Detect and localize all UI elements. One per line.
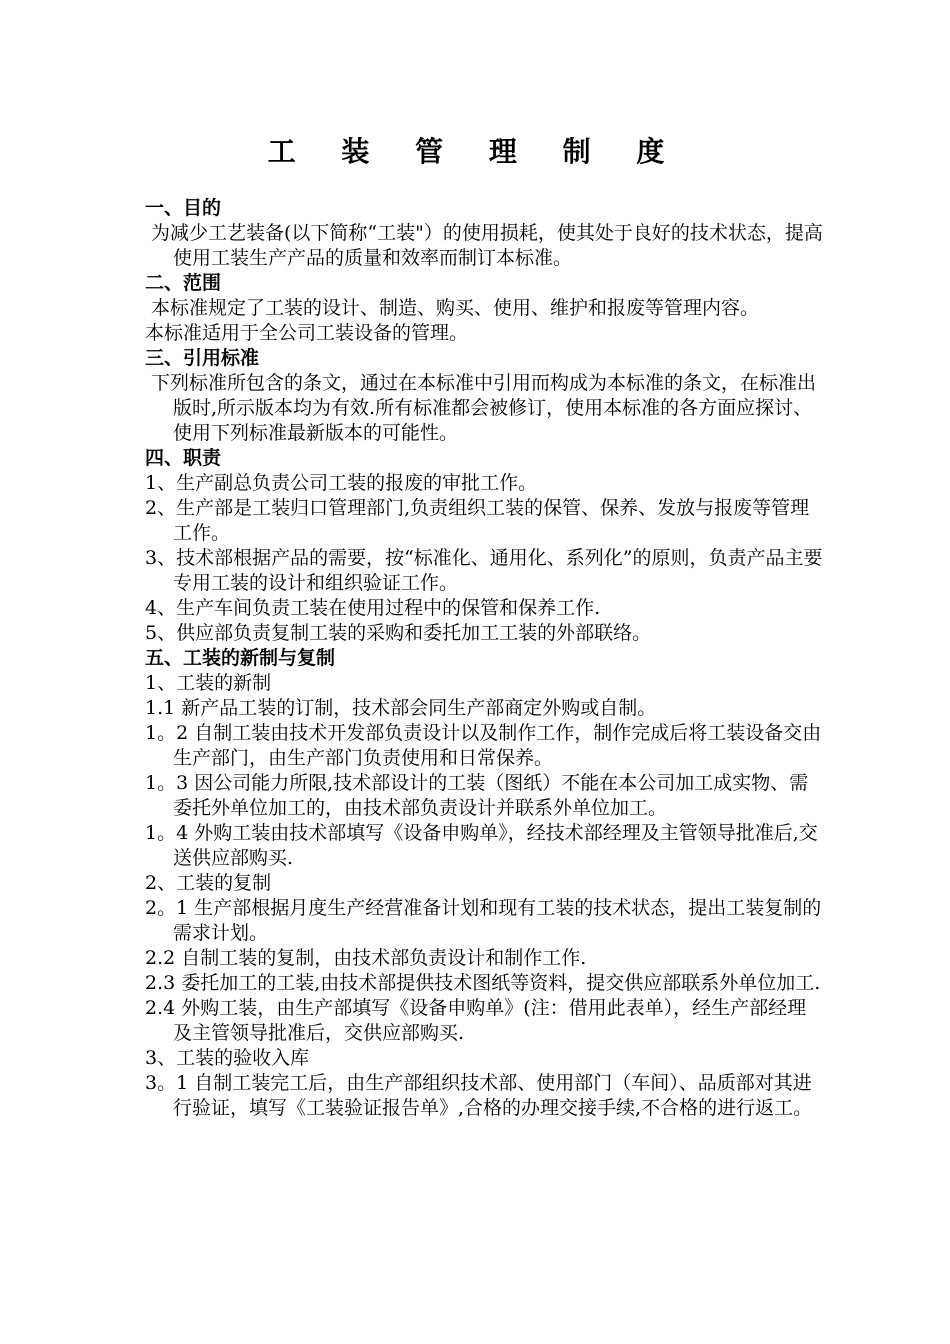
paragraph: 1。3 因公司能力所限,技术部设计的工装（图纸）不能在本公司加工成实物、需委托外单位加工的，由技术部负责设计并联系外单位加工。: [145, 772, 809, 819]
paragraph: 1。2 自制工装由技术开发部负责设计以及制作工作，制作完成后将工装设备交由生产部门，由生产部门负责使用和日常保养。: [145, 722, 822, 769]
paragraph: 1、生产副总负责公司工装的报废的审批工作。: [145, 472, 538, 494]
paragraph: 4、生产车间负责工装在使用过程中的保管和保养工作.: [145, 597, 601, 619]
paragraph: 2.4 外购工装，由生产部填写《设备申购单》(注：借用此表单），经生产部经理及主管领导批准后，交供应部购买.: [145, 997, 807, 1044]
paragraph: 本标准规定了工装的设计、制造、购买、使用、维护和报废等管理内容。: [151, 297, 760, 319]
paragraph: 3、技术部根据产品的需要，按“标准化、通用化、系列化”的原则，负责产品主要专用工装的设计和组织验证工作。: [145, 547, 823, 594]
paragraph: 本标准适用于全公司工装设备的管理。: [145, 322, 469, 344]
document-title: 工 装 管 理 制 度: [267, 135, 683, 168]
section-heading: 二、范围: [145, 272, 222, 294]
section-heading: 三、引用标准: [145, 347, 260, 369]
paragraph: 为减少工艺装备(以下简称“工装"）的使用损耗，使其处于良好的技术状态，提高使用工装生产产品的质量和效率而制订本标准。: [151, 222, 823, 269]
paragraph: 下列标准所包含的条文，通过在本标准中引用而构成为本标准的条文，在标准出版时,所示版本均为有效.所有标准都会被修订，使用本标准的各方面应探讨、使用下列标准最新版本的可能性。: [151, 372, 817, 444]
paragraph: 1。4 外购工装由技术部填写《设备申购单》，经技术部经理及主管领导批准后,交送供应部购买.: [145, 822, 818, 869]
section-heading: 五、工装的新制与复制: [145, 647, 336, 669]
document-body: [145, 196, 825, 1121]
paragraph: 2。1 生产部根据月度生产经营准备计划和现有工装的技术状态，提出工装复制的需求计划。: [145, 897, 822, 944]
paragraph: 2.3 委托加工的工装,由技术部提供技术图纸等资料，提交供应部联系外单位加工.: [145, 972, 821, 994]
paragraph: 1.1 新产品工装的订制，技术部会同生产部商定外购或自制。: [145, 697, 657, 719]
paragraph: 3。1 自制工装完工后，由生产部组织技术部、使用部门（车间）、品质部对其进行验证，填写《工装验证报告单》,合格的办理交接手续,不合格的进行返工。: [145, 1072, 813, 1119]
paragraph: 2、生产部是工装归口管理部门,负责组织工装的保管、保养、发放与报废等管理工作。: [145, 497, 810, 544]
paragraph: 5、供应部负责复制工装的采购和委托加工工装的外部联络。: [145, 622, 652, 644]
paragraph: 2.2 自制工装的复制，由技术部负责设计和制作工作.: [145, 947, 587, 969]
paragraph: 1、工装的新制: [145, 672, 272, 694]
paragraph: 2、工装的复制: [145, 872, 272, 894]
paragraph: 3、工装的验收入库: [145, 1047, 310, 1069]
section-heading: 四、职责: [145, 447, 222, 469]
section-heading: 一、目的: [145, 197, 222, 219]
